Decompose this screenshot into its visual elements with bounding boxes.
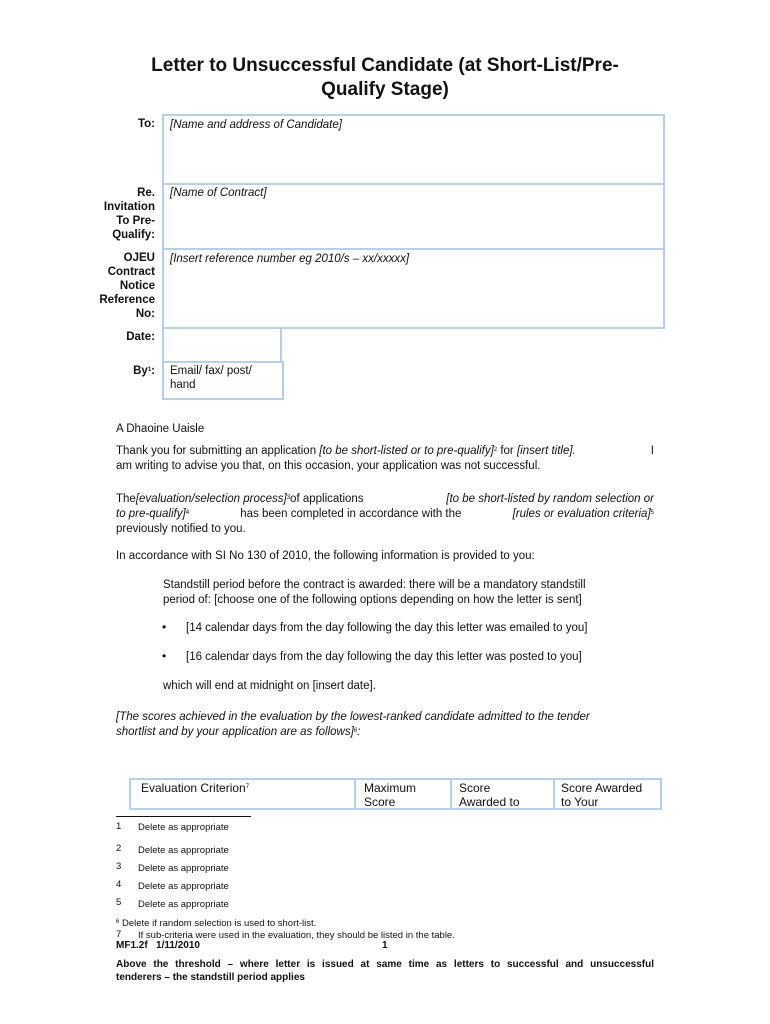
- paragraph-1: Thank you for submitting an application [to be short-listed or to pre-qualify]$^2$ for [insert title]. I am writing to advise you that, on this occasion, your application was not successful.: [116, 445, 654, 472]
- footnote-separator: [116, 816, 251, 817]
- re-label: Re. Invitation To Pre- Qualify:: [103, 187, 155, 241]
- footnote-number: 7: [116, 929, 122, 940]
- paragraph-5: which will end at midnight on [insert date].: [163, 680, 376, 692]
- by-label: By$^1$:: [133, 365, 155, 377]
- bullet-dot: •: [162, 620, 167, 634]
- bullet-dot: •: [162, 649, 167, 663]
- table-divider: [450, 779, 452, 809]
- date-field[interactable]: [162, 327, 282, 363]
- re-value: [Name of Contract]: [170, 187, 267, 199]
- footnote-number: 3: [116, 861, 122, 872]
- ojeu-label: OJEU Contract Notice Reference No:: [99, 252, 155, 320]
- footnote-number: 1: [116, 821, 122, 832]
- table-header-score-your: Score Awarded to Your: [561, 781, 643, 809]
- document-id: MF1.2f 1/11/2010: [116, 940, 200, 951]
- bullet-item: [14 calendar days from the day following the day this letter was emailed to you]: [186, 622, 588, 634]
- page-number: 1: [382, 940, 388, 951]
- table-divider: [354, 779, 356, 809]
- table-divider: [553, 779, 555, 809]
- footnote-text: Delete as appropriate: [138, 845, 229, 856]
- ojeu-value: [Insert reference number eg 2010/s – xx/xxxxx]: [170, 253, 410, 265]
- paragraph-3: In accordance with SI No 130 of 2010, the following information is provided to you:: [116, 550, 535, 562]
- to-value: [Name and address of Candidate]: [170, 119, 342, 131]
- footnote-number: 4: [116, 879, 122, 890]
- bullet-item: [16 calendar days from the day following the day this letter was posted to you]: [186, 651, 582, 663]
- table-header-max-score: Maximum Score: [364, 781, 417, 809]
- page-title: Letter to Unsuccessful Candidate (at Short-List/Pre- Qualify Stage): [151, 55, 619, 100]
- paragraph-2: The [evaluation/selection process] $^3$ of applications [to be short-listed by random selection or to pre-qualify]$^4$ has been completed in accordance with the [rules or evaluation criteria]$^5$ previously notified to you.: [116, 493, 654, 535]
- footnote-text: Delete as appropriate: [138, 899, 229, 910]
- table-header-score-awarded: Score Awarded to: [459, 781, 520, 809]
- footnote-text: Delete as appropriate: [138, 863, 229, 874]
- footnote-number: 2: [116, 843, 122, 854]
- salutation: A Dhaoine Uaisle: [116, 423, 205, 435]
- paragraph-4: Standstill period before the contract is awarded: there will be a mandatory standstill period of: [choose one of the following options depending on how the letter is sent]: [163, 579, 586, 606]
- table-header-criterion: Evaluation Criterion$^7$: [141, 781, 250, 795]
- footnote-text: Delete as appropriate: [138, 881, 229, 892]
- footnote-text: Delete as appropriate: [138, 822, 229, 833]
- footnote-6: $^6$ Delete if random selection is used to short-list.: [116, 918, 317, 929]
- threshold-note: Above the threshold – where letter is issued at same time as letters to successful and unsuccessful tenderers – the standstill period applies: [116, 959, 654, 983]
- paragraph-6: [The scores achieved in the evaluation by the lowest-ranked candidate admitted to the tender shortlist and by your application are as follows]$^6$:: [116, 711, 590, 738]
- footnote-number: 5: [116, 897, 122, 908]
- footnote-text: If sub-criteria were used in the evaluation, they should be listed in the table.: [138, 930, 455, 941]
- date-label: Date:: [126, 331, 155, 343]
- by-value: Email/ fax/ post/ hand: [170, 365, 252, 391]
- to-label: To:: [137, 118, 155, 130]
